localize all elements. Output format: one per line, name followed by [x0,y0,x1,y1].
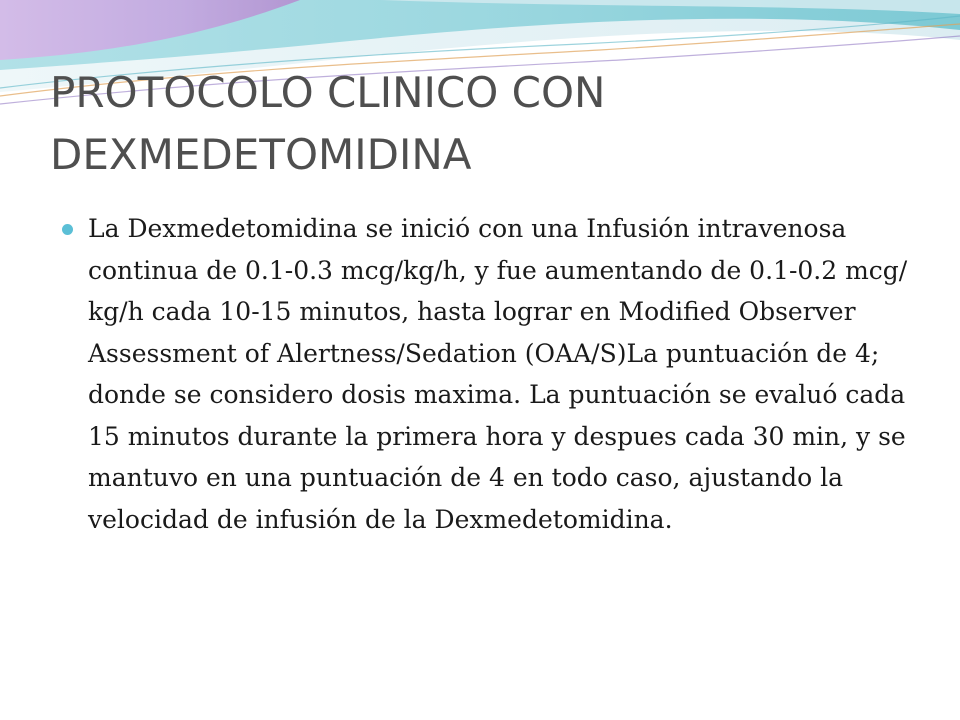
slide-title: PROTOCOLO CLINICO CON DEXMEDETOMIDINA [50,68,606,179]
slide-body [60,208,920,540]
bullet-dot-icon [62,224,73,235]
bullet-item [60,208,920,540]
bullet-text: La Dexmedetomidina se inició con una Infusión intravenosa continua de 0.1-0.3 mcg/kg/h, y fue aumentando de 0.1-0.2 mcg/ kg/h cada 10-15 minutos, hasta lograr en Modified Observer Assessment of Alertness/Sedation (OAA/S)La puntuación de 4; donde se considero dosis maxima. La puntuación se evaluó cada 15 minutos durante la primera hora y despues cada 30 min, y se mantuvo en una puntuación de 4 en todo caso, ajustando la velocidad de infusión de la Dexmedetomidina. [88,214,908,534]
